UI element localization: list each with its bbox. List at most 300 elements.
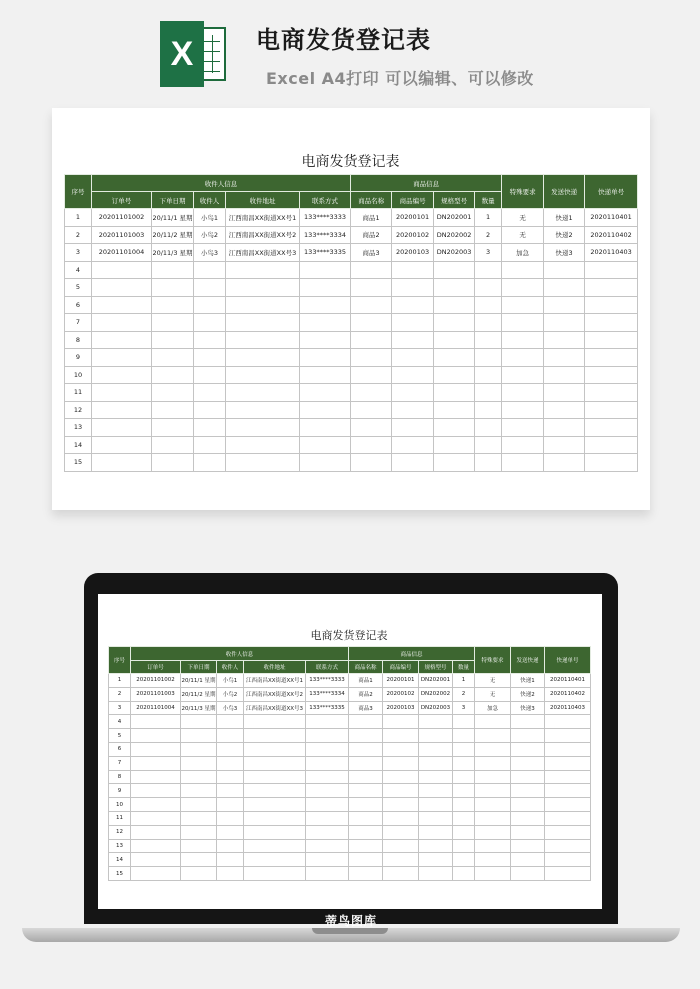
table-cell[interactable]: 商品1 — [351, 209, 392, 227]
table-cell[interactable]: 20200103 — [392, 244, 434, 262]
table-cell[interactable] — [434, 279, 475, 297]
table-cell[interactable] — [502, 401, 544, 419]
table-cell[interactable] — [226, 349, 300, 367]
table-cell[interactable] — [383, 811, 419, 825]
table-cell[interactable] — [434, 314, 475, 332]
table-cell[interactable] — [244, 715, 306, 729]
table-cell[interactable] — [434, 401, 475, 419]
table-cell[interactable] — [392, 401, 434, 419]
table-cell[interactable] — [300, 279, 351, 297]
table-cell[interactable] — [383, 770, 419, 784]
table-cell[interactable]: DN202002 — [419, 687, 453, 701]
table-cell[interactable] — [511, 853, 545, 867]
table-cell[interactable] — [131, 756, 181, 770]
table-cell[interactable] — [349, 742, 383, 756]
table-cell[interactable] — [511, 811, 545, 825]
table-cell[interactable] — [181, 798, 217, 812]
table-cell[interactable]: 20/11/2 星期 — [181, 687, 217, 701]
table-cell[interactable] — [544, 261, 585, 279]
table-cell[interactable]: 快递1 — [544, 209, 585, 227]
table-cell[interactable] — [453, 798, 475, 812]
table-cell[interactable]: 2020110403 — [585, 244, 638, 262]
table-cell[interactable]: 快递2 — [511, 687, 545, 701]
table-cell[interactable] — [194, 384, 226, 402]
table-cell[interactable] — [152, 261, 194, 279]
table-cell[interactable] — [194, 436, 226, 454]
row-index-cell[interactable]: 7 — [109, 756, 131, 770]
table-cell[interactable] — [349, 784, 383, 798]
table-cell[interactable] — [502, 366, 544, 384]
table-cell[interactable] — [544, 279, 585, 297]
table-cell[interactable] — [585, 454, 638, 472]
table-cell[interactable] — [383, 867, 419, 881]
table-cell[interactable]: DN202003 — [434, 244, 475, 262]
table-cell[interactable] — [475, 401, 502, 419]
table-cell[interactable]: 133****3335 — [300, 244, 351, 262]
table-cell[interactable] — [419, 756, 453, 770]
table-cell[interactable] — [349, 839, 383, 853]
table-cell[interactable] — [226, 279, 300, 297]
table-cell[interactable] — [544, 454, 585, 472]
table-cell[interactable] — [434, 384, 475, 402]
table-cell[interactable]: 3 — [475, 244, 502, 262]
table-cell[interactable] — [475, 839, 511, 853]
table-cell[interactable] — [585, 349, 638, 367]
table-cell[interactable] — [181, 853, 217, 867]
table-cell[interactable] — [306, 867, 349, 881]
row-index-cell[interactable]: 6 — [65, 296, 92, 314]
table-cell[interactable] — [392, 454, 434, 472]
table-cell[interactable] — [511, 742, 545, 756]
table-cell[interactable] — [453, 742, 475, 756]
row-index-cell[interactable]: 14 — [65, 436, 92, 454]
row-index-cell[interactable]: 3 — [65, 244, 92, 262]
table-cell[interactable] — [92, 314, 152, 332]
table-cell[interactable] — [545, 867, 591, 881]
table-cell[interactable]: 2020110401 — [585, 209, 638, 227]
row-index-cell[interactable]: 12 — [109, 825, 131, 839]
table-cell[interactable] — [434, 436, 475, 454]
table-cell[interactable] — [300, 331, 351, 349]
table-cell[interactable] — [351, 419, 392, 437]
table-cell[interactable] — [351, 331, 392, 349]
table-cell[interactable] — [419, 729, 453, 743]
table-cell[interactable] — [217, 784, 244, 798]
row-index-cell[interactable]: 6 — [109, 742, 131, 756]
table-cell[interactable] — [475, 314, 502, 332]
table-cell[interactable] — [131, 825, 181, 839]
row-index-cell[interactable]: 7 — [65, 314, 92, 332]
table-cell[interactable] — [194, 349, 226, 367]
table-cell[interactable] — [383, 742, 419, 756]
table-cell[interactable] — [194, 296, 226, 314]
table-cell[interactable] — [226, 454, 300, 472]
row-index-cell[interactable]: 1 — [109, 674, 131, 688]
table-cell[interactable] — [434, 419, 475, 437]
table-cell[interactable] — [92, 384, 152, 402]
table-cell[interactable]: 无 — [502, 226, 544, 244]
table-cell[interactable] — [349, 853, 383, 867]
table-cell[interactable] — [419, 867, 453, 881]
table-cell[interactable] — [351, 279, 392, 297]
table-cell[interactable] — [244, 729, 306, 743]
table-cell[interactable] — [217, 839, 244, 853]
table-cell[interactable]: 商品2 — [351, 226, 392, 244]
table-cell[interactable] — [351, 296, 392, 314]
table-cell[interactable] — [300, 261, 351, 279]
table-cell[interactable] — [244, 811, 306, 825]
table-cell[interactable] — [306, 729, 349, 743]
table-cell[interactable] — [544, 331, 585, 349]
table-cell[interactable] — [511, 729, 545, 743]
table-cell[interactable] — [475, 715, 511, 729]
table-cell[interactable] — [226, 261, 300, 279]
table-cell[interactable] — [152, 384, 194, 402]
table-cell[interactable] — [351, 366, 392, 384]
table-cell[interactable] — [544, 366, 585, 384]
table-cell[interactable] — [152, 454, 194, 472]
table-cell[interactable]: 20/11/1 星期 — [181, 674, 217, 688]
table-cell[interactable] — [585, 296, 638, 314]
table-cell[interactable] — [545, 798, 591, 812]
table-cell[interactable]: 2020110402 — [585, 226, 638, 244]
row-index-cell[interactable]: 2 — [109, 687, 131, 701]
table-cell[interactable]: 江西南昌XX街道XX号3 — [226, 244, 300, 262]
table-cell[interactable] — [511, 825, 545, 839]
table-cell[interactable] — [181, 867, 217, 881]
table-cell[interactable]: DN202003 — [419, 701, 453, 715]
table-cell[interactable] — [544, 401, 585, 419]
table-cell[interactable]: 20/11/1 星期 — [152, 209, 194, 227]
table-cell[interactable] — [181, 811, 217, 825]
table-cell[interactable] — [585, 436, 638, 454]
table-cell[interactable] — [434, 331, 475, 349]
table-cell[interactable] — [419, 784, 453, 798]
table-cell[interactable]: 小鸟3 — [217, 701, 244, 715]
table-cell[interactable] — [244, 770, 306, 784]
table-cell[interactable]: 20201101004 — [131, 701, 181, 715]
table-cell[interactable] — [453, 756, 475, 770]
row-index-cell[interactable]: 13 — [109, 839, 131, 853]
table-cell[interactable]: 小鸟2 — [217, 687, 244, 701]
row-index-cell[interactable]: 1 — [65, 209, 92, 227]
table-cell[interactable] — [419, 742, 453, 756]
table-cell[interactable] — [217, 729, 244, 743]
table-cell[interactable] — [392, 384, 434, 402]
row-index-cell[interactable]: 5 — [65, 279, 92, 297]
table-cell[interactable] — [152, 331, 194, 349]
row-index-cell[interactable]: 8 — [65, 331, 92, 349]
table-cell[interactable] — [475, 756, 511, 770]
table-cell[interactable] — [181, 715, 217, 729]
table-cell[interactable]: 133****3335 — [306, 701, 349, 715]
table-cell[interactable] — [92, 261, 152, 279]
row-index-cell[interactable]: 15 — [109, 867, 131, 881]
table-cell[interactable]: 加急 — [502, 244, 544, 262]
table-cell[interactable]: 商品1 — [349, 674, 383, 688]
table-cell[interactable] — [244, 756, 306, 770]
table-cell[interactable]: 20201101002 — [92, 209, 152, 227]
table-cell[interactable]: 江西南昌XX街道XX号2 — [244, 687, 306, 701]
table-cell[interactable] — [545, 742, 591, 756]
table-cell[interactable]: 20200102 — [383, 687, 419, 701]
table-cell[interactable]: 商品3 — [349, 701, 383, 715]
table-cell[interactable] — [544, 384, 585, 402]
table-cell[interactable] — [349, 867, 383, 881]
table-cell[interactable] — [475, 853, 511, 867]
table-cell[interactable] — [383, 715, 419, 729]
table-cell[interactable] — [349, 756, 383, 770]
table-cell[interactable] — [453, 729, 475, 743]
table-cell[interactable] — [475, 770, 511, 784]
table-cell[interactable] — [475, 349, 502, 367]
table-cell[interactable] — [475, 419, 502, 437]
table-cell[interactable] — [226, 366, 300, 384]
table-cell[interactable] — [419, 839, 453, 853]
table-cell[interactable] — [502, 314, 544, 332]
table-cell[interactable] — [545, 715, 591, 729]
table-cell[interactable] — [511, 756, 545, 770]
table-cell[interactable] — [419, 715, 453, 729]
table-cell[interactable] — [152, 349, 194, 367]
table-cell[interactable] — [349, 770, 383, 784]
table-cell[interactable] — [475, 296, 502, 314]
table-cell[interactable] — [383, 784, 419, 798]
table-cell[interactable] — [419, 853, 453, 867]
row-index-cell[interactable]: 4 — [65, 261, 92, 279]
table-cell[interactable]: 小鸟2 — [194, 226, 226, 244]
row-index-cell[interactable]: 4 — [109, 715, 131, 729]
table-cell[interactable] — [511, 839, 545, 853]
table-cell[interactable] — [349, 729, 383, 743]
table-cell[interactable] — [392, 419, 434, 437]
table-cell[interactable] — [194, 401, 226, 419]
table-cell[interactable]: 2020110403 — [545, 701, 591, 715]
table-cell[interactable] — [244, 825, 306, 839]
table-cell[interactable] — [453, 715, 475, 729]
table-cell[interactable] — [181, 839, 217, 853]
table-cell[interactable] — [475, 729, 511, 743]
table-cell[interactable] — [453, 825, 475, 839]
table-cell[interactable] — [152, 419, 194, 437]
table-cell[interactable] — [475, 454, 502, 472]
table-cell[interactable] — [392, 279, 434, 297]
table-cell[interactable] — [475, 742, 511, 756]
table-cell[interactable] — [244, 839, 306, 853]
table-cell[interactable] — [300, 436, 351, 454]
table-cell[interactable] — [92, 454, 152, 472]
table-cell[interactable]: 20201101004 — [92, 244, 152, 262]
table-cell[interactable] — [502, 349, 544, 367]
table-cell[interactable] — [300, 296, 351, 314]
table-cell[interactable] — [217, 867, 244, 881]
table-cell[interactable] — [511, 867, 545, 881]
table-cell[interactable] — [92, 296, 152, 314]
table-cell[interactable]: 133****3334 — [306, 687, 349, 701]
table-cell[interactable]: 快递1 — [511, 674, 545, 688]
table-cell[interactable] — [217, 853, 244, 867]
table-cell[interactable] — [475, 261, 502, 279]
table-cell[interactable] — [585, 419, 638, 437]
table-cell[interactable] — [226, 314, 300, 332]
table-cell[interactable]: 无 — [475, 674, 511, 688]
table-cell[interactable] — [131, 798, 181, 812]
table-cell[interactable]: DN202002 — [434, 226, 475, 244]
table-cell[interactable] — [419, 798, 453, 812]
table-cell[interactable]: 20200101 — [383, 674, 419, 688]
table-cell[interactable]: 1 — [453, 674, 475, 688]
table-cell[interactable]: 20201101002 — [131, 674, 181, 688]
table-cell[interactable] — [217, 825, 244, 839]
table-cell[interactable] — [351, 261, 392, 279]
table-cell[interactable] — [194, 331, 226, 349]
table-cell[interactable] — [92, 401, 152, 419]
table-cell[interactable] — [226, 401, 300, 419]
row-index-cell[interactable]: 2 — [65, 226, 92, 244]
row-index-cell[interactable]: 3 — [109, 701, 131, 715]
table-cell[interactable] — [306, 811, 349, 825]
table-cell[interactable]: 20200102 — [392, 226, 434, 244]
table-cell[interactable] — [349, 715, 383, 729]
table-cell[interactable] — [419, 825, 453, 839]
table-cell[interactable]: 江西南昌XX街道XX号3 — [244, 701, 306, 715]
table-cell[interactable] — [475, 867, 511, 881]
table-cell[interactable] — [502, 261, 544, 279]
table-cell[interactable]: 20/11/3 星期 — [181, 701, 217, 715]
table-cell[interactable] — [475, 825, 511, 839]
table-cell[interactable] — [585, 314, 638, 332]
table-cell[interactable] — [131, 811, 181, 825]
table-cell[interactable] — [392, 331, 434, 349]
table-cell[interactable] — [131, 729, 181, 743]
table-cell[interactable] — [475, 811, 511, 825]
table-cell[interactable] — [244, 784, 306, 798]
table-cell[interactable] — [392, 261, 434, 279]
table-cell[interactable] — [434, 296, 475, 314]
table-cell[interactable]: 2 — [453, 687, 475, 701]
table-cell[interactable] — [217, 811, 244, 825]
table-cell[interactable] — [544, 296, 585, 314]
table-cell[interactable] — [585, 331, 638, 349]
table-cell[interactable] — [511, 770, 545, 784]
table-cell[interactable]: 小鸟3 — [194, 244, 226, 262]
table-cell[interactable]: 商品3 — [351, 244, 392, 262]
table-cell[interactable]: 2 — [475, 226, 502, 244]
table-cell[interactable]: 小鸟1 — [217, 674, 244, 688]
table-cell[interactable] — [419, 811, 453, 825]
table-cell[interactable] — [585, 279, 638, 297]
table-cell[interactable]: 133****3333 — [300, 209, 351, 227]
table-cell[interactable] — [131, 715, 181, 729]
table-cell[interactable] — [475, 798, 511, 812]
table-cell[interactable] — [544, 419, 585, 437]
table-cell[interactable] — [226, 419, 300, 437]
table-cell[interactable] — [383, 853, 419, 867]
table-cell[interactable] — [453, 867, 475, 881]
table-cell[interactable]: 20201101003 — [131, 687, 181, 701]
table-cell[interactable]: DN202001 — [434, 209, 475, 227]
table-cell[interactable]: 小鸟1 — [194, 209, 226, 227]
table-cell[interactable] — [194, 261, 226, 279]
row-index-cell[interactable]: 9 — [65, 349, 92, 367]
table-cell[interactable] — [306, 742, 349, 756]
table-cell[interactable] — [244, 742, 306, 756]
table-cell[interactable] — [300, 419, 351, 437]
table-cell[interactable] — [502, 419, 544, 437]
table-cell[interactable] — [306, 770, 349, 784]
table-cell[interactable] — [226, 331, 300, 349]
row-index-cell[interactable]: 11 — [65, 384, 92, 402]
table-cell[interactable] — [351, 349, 392, 367]
table-cell[interactable] — [194, 366, 226, 384]
table-cell[interactable] — [511, 715, 545, 729]
table-cell[interactable] — [306, 715, 349, 729]
table-cell[interactable] — [544, 349, 585, 367]
table-cell[interactable] — [392, 436, 434, 454]
table-cell[interactable]: 20/11/3 星期 — [152, 244, 194, 262]
table-cell[interactable] — [453, 811, 475, 825]
table-cell[interactable] — [453, 770, 475, 784]
table-cell[interactable] — [392, 314, 434, 332]
row-index-cell[interactable]: 10 — [109, 798, 131, 812]
table-cell[interactable] — [544, 436, 585, 454]
table-cell[interactable]: 江西南昌XX街道XX号1 — [226, 209, 300, 227]
table-cell[interactable]: 133****3334 — [300, 226, 351, 244]
table-cell[interactable] — [92, 419, 152, 437]
table-cell[interactable] — [351, 314, 392, 332]
table-cell[interactable] — [434, 366, 475, 384]
table-cell[interactable]: 无 — [502, 209, 544, 227]
table-cell[interactable] — [434, 454, 475, 472]
table-cell[interactable] — [306, 784, 349, 798]
table-cell[interactable]: 加急 — [475, 701, 511, 715]
table-cell[interactable] — [475, 436, 502, 454]
table-cell[interactable] — [383, 839, 419, 853]
table-cell[interactable] — [300, 454, 351, 472]
table-cell[interactable] — [217, 742, 244, 756]
table-cell[interactable] — [300, 401, 351, 419]
table-cell[interactable] — [181, 784, 217, 798]
table-cell[interactable] — [152, 314, 194, 332]
table-cell[interactable] — [545, 811, 591, 825]
table-cell[interactable] — [194, 279, 226, 297]
table-cell[interactable] — [244, 867, 306, 881]
table-cell[interactable] — [585, 384, 638, 402]
table-cell[interactable] — [585, 401, 638, 419]
table-cell[interactable] — [392, 366, 434, 384]
table-cell[interactable] — [383, 756, 419, 770]
table-cell[interactable]: 快递2 — [544, 226, 585, 244]
table-cell[interactable] — [152, 401, 194, 419]
table-cell[interactable] — [306, 853, 349, 867]
table-cell[interactable]: 2020110402 — [545, 687, 591, 701]
table-cell[interactable] — [351, 384, 392, 402]
table-cell[interactable] — [453, 839, 475, 853]
table-cell[interactable] — [244, 853, 306, 867]
table-cell[interactable] — [502, 454, 544, 472]
table-cell[interactable] — [226, 436, 300, 454]
table-cell[interactable] — [306, 756, 349, 770]
row-index-cell[interactable]: 12 — [65, 401, 92, 419]
table-cell[interactable] — [475, 384, 502, 402]
table-cell[interactable]: DN202001 — [419, 674, 453, 688]
table-cell[interactable] — [226, 384, 300, 402]
table-cell[interactable] — [152, 279, 194, 297]
table-cell[interactable] — [300, 314, 351, 332]
table-cell[interactable]: 20200101 — [392, 209, 434, 227]
table-cell[interactable] — [585, 366, 638, 384]
table-cell[interactable] — [152, 296, 194, 314]
